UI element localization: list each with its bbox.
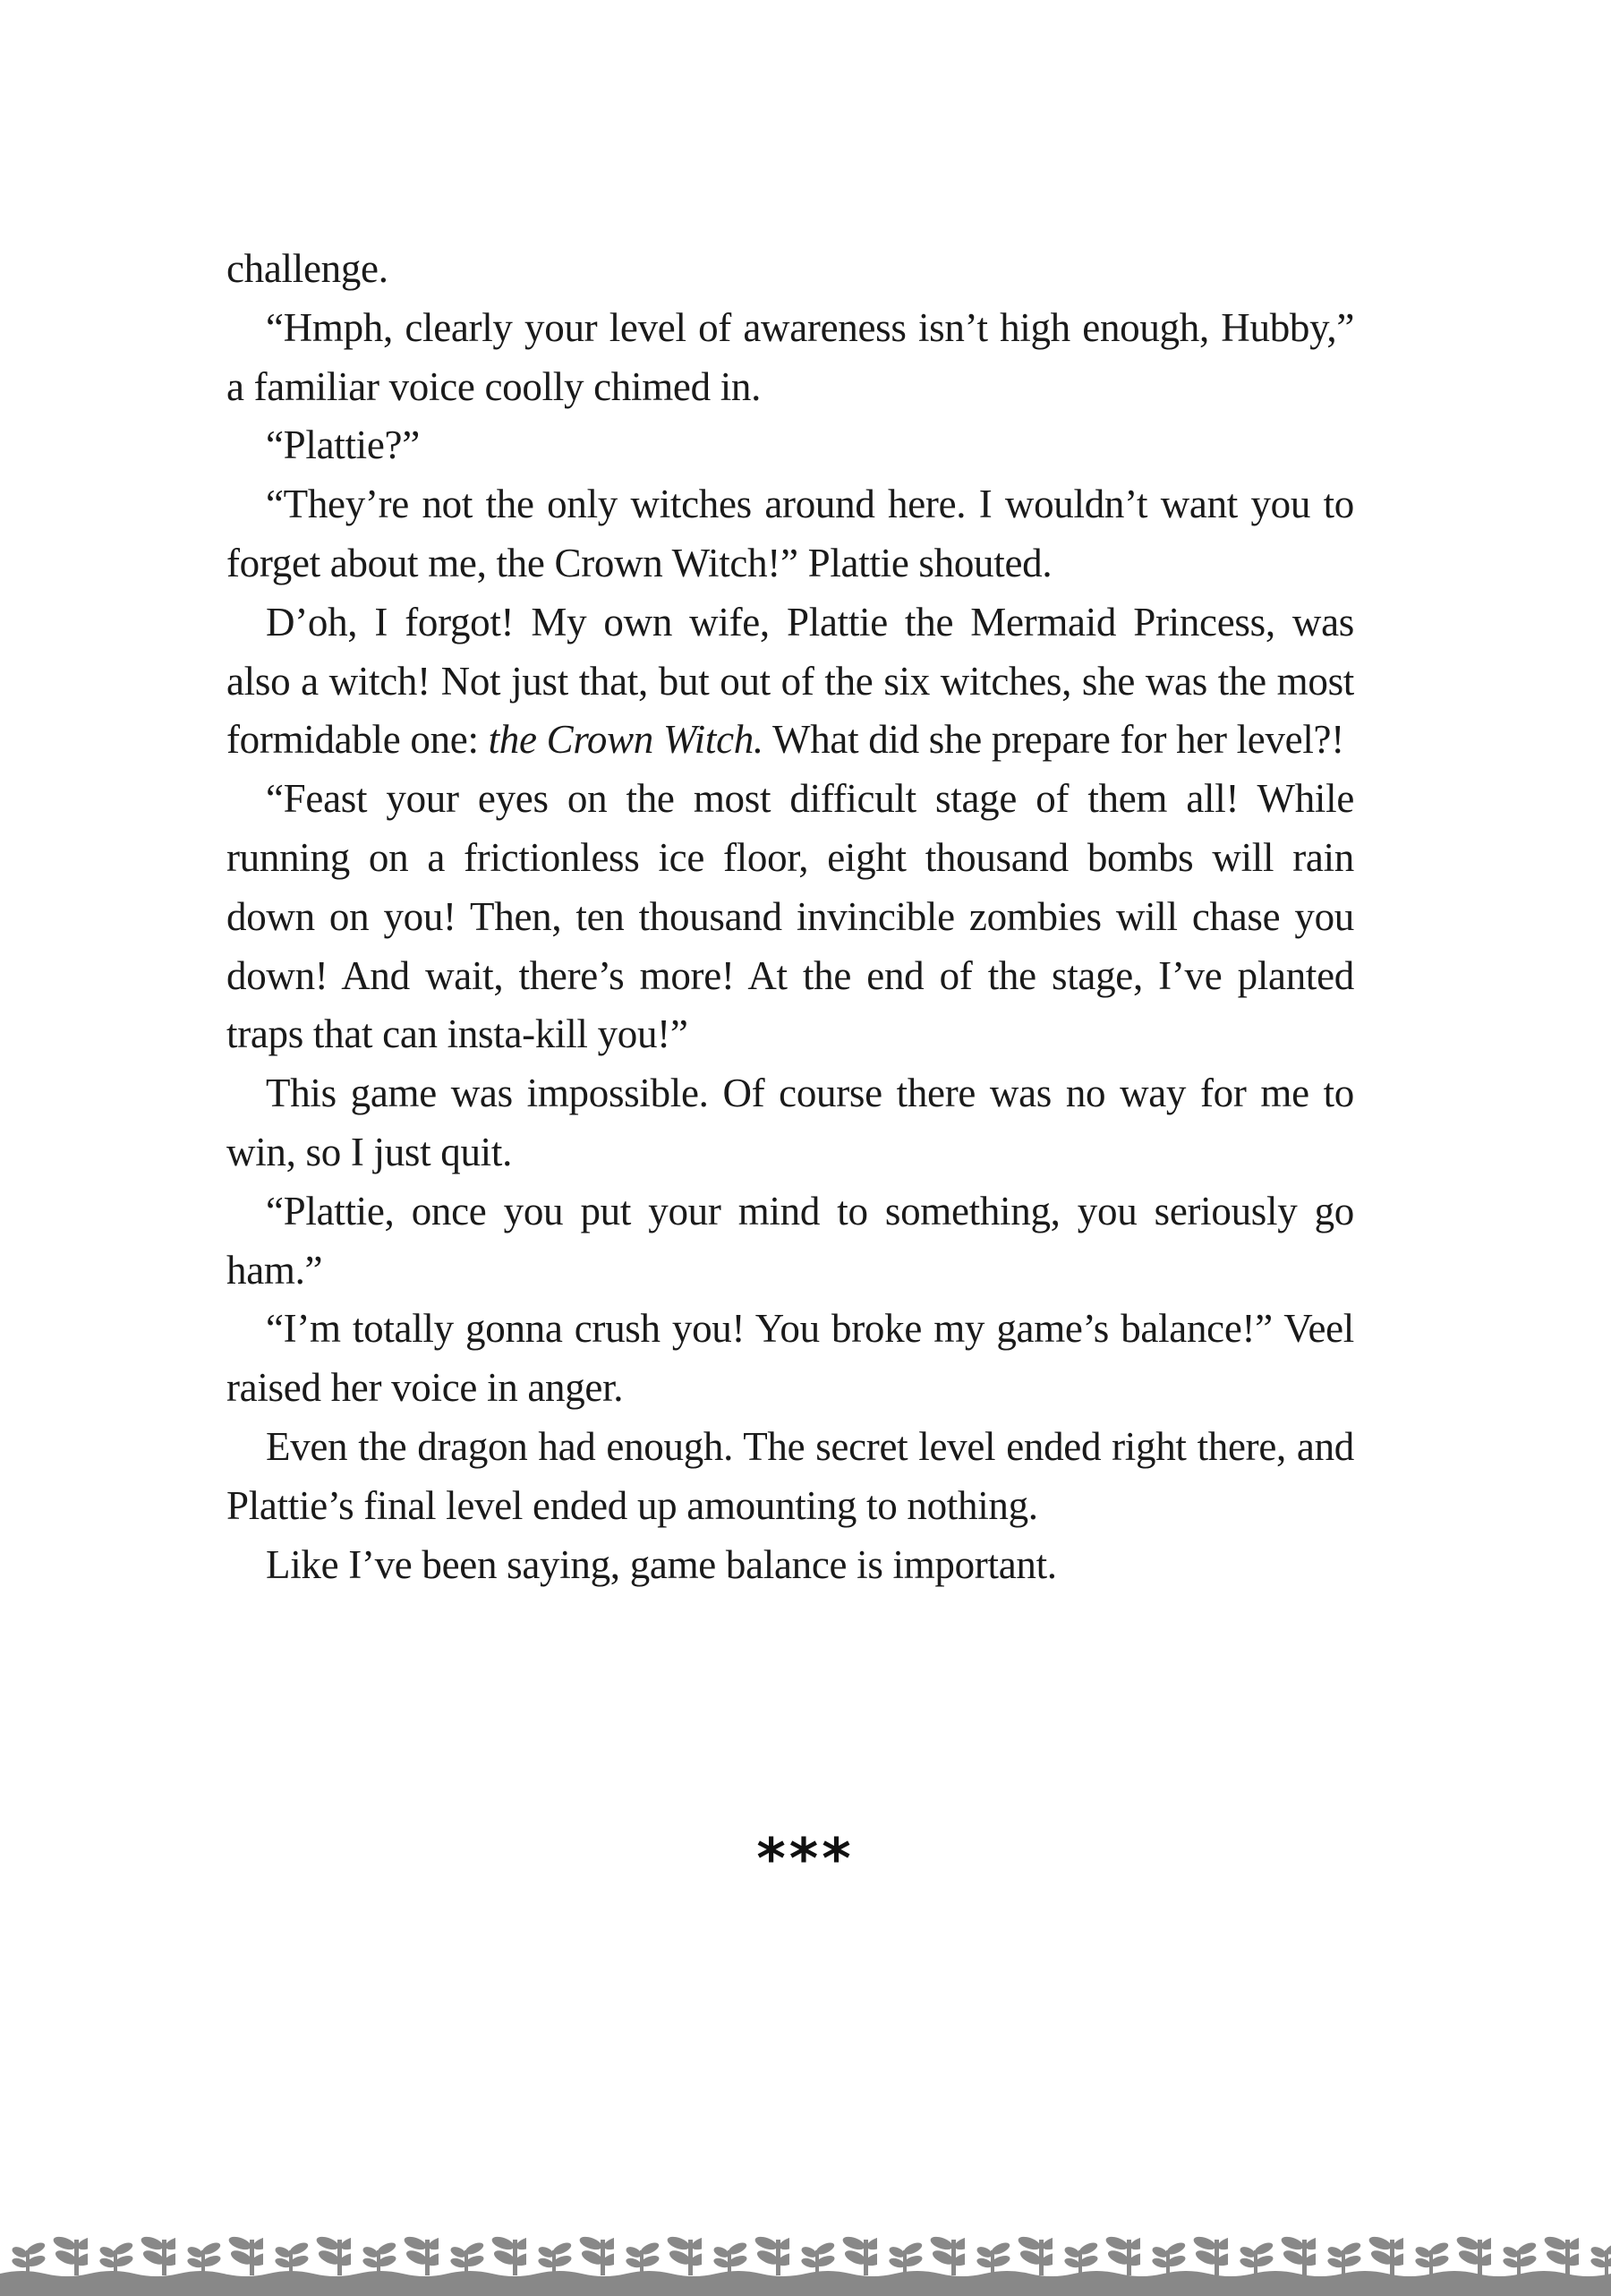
paragraph: Even the dragon had enough. The secret level ended right there, and Plattie’s final level ended up amounting to nothing.: [226, 1423, 1354, 1528]
paragraph: challenge.: [226, 246, 388, 291]
decorative-plant-border: [0, 2184, 1611, 2296]
paragraph: “Plattie?”: [266, 422, 420, 468]
paragraph: “Hmph, clearly your level of awareness isn’t high enough, Hubby,” a familiar voice coolly chimed in.: [226, 304, 1354, 409]
paragraph: “Feast your eyes on the most difficult stage of them all! While running on a frictionless ice floor, eight thousand bombs will rain down on you! Then, ten thousand invincible zombies will chase you down! And wait, there’s more! At the end of the stage, I’ve planted traps that can insta-kill you!”: [226, 776, 1354, 1057]
page-body-text: [226, 240, 1354, 1594]
paragraph-text: D’oh, I forgot! My own wife, Plattie the Mermaid Princess, was also a witch! Not just that, but out of the six witches, she was the most formidable one:: [226, 599, 1354, 763]
paragraph: Like I’ve been saying, game balance is important.: [266, 1541, 1057, 1587]
paragraph: This game was impossible. Of course there was no way for me to win, so I just quit.: [226, 1071, 1354, 1174]
paragraph: “Plattie, once you put your mind to something, you seriously go ham.”: [226, 1188, 1354, 1293]
scene-separator: ***: [756, 1826, 855, 1891]
paragraph: “I’m totally gonna crush you! You broke my game’s balance!” Veel raised her voice in anger.: [226, 1306, 1354, 1411]
paragraph-text: What did she prepare for her level?!: [763, 717, 1344, 763]
paragraph: “They’re not the only witches around here. I wouldn’t want you to forget about me, the Crown Witch!” Plattie shouted.: [226, 482, 1354, 585]
paragraph: [226, 593, 1354, 770]
italic-emphasis: the Crown Witch.: [488, 717, 763, 763]
